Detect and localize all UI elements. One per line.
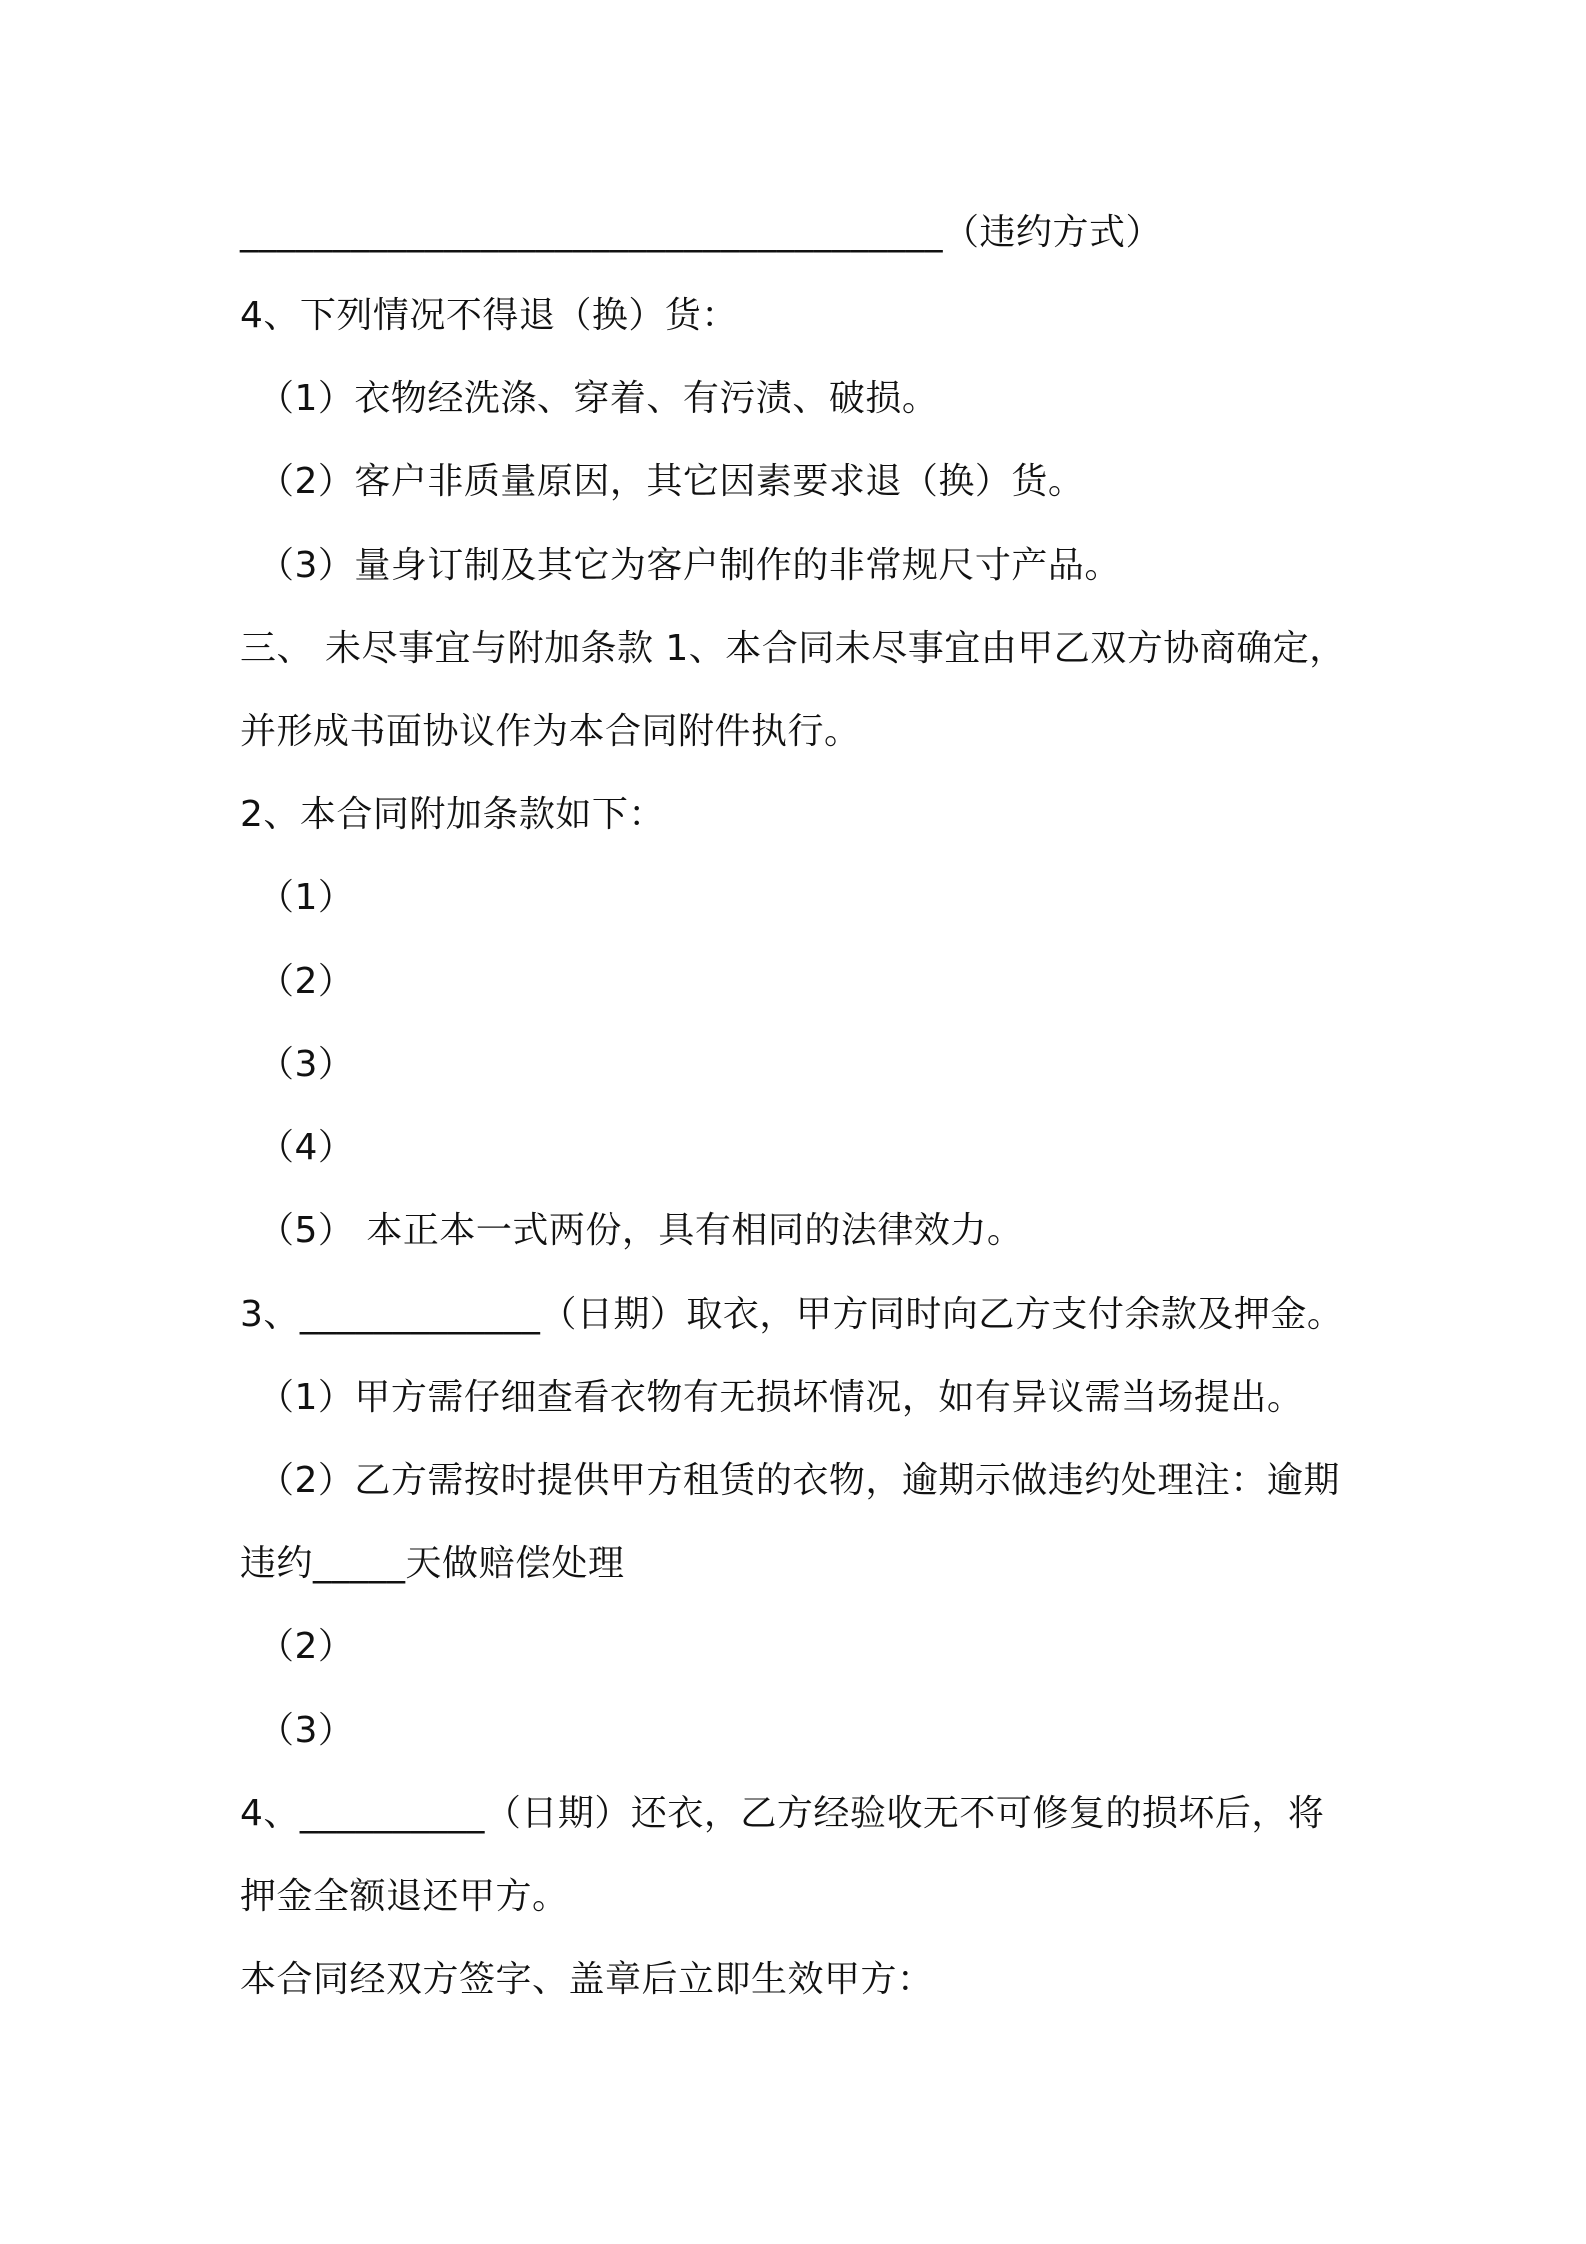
additional-terms-heading: 2、本合同附加条款如下：: [240, 794, 665, 835]
section-3-continuation: 并形成书面协议作为本合同附件执行。: [240, 711, 861, 752]
clause-4-item-3: （3）量身订制及其它为客户制作的非常规尺寸产品。: [258, 545, 1121, 586]
breach-method-line: ______________________________________（违约方式）: [240, 212, 1163, 253]
clause-4-item-1: （1）衣物经洗涤、穿着、有污渍、破损。: [258, 378, 939, 419]
pickup-item-2: （2）乙方需按时提供甲方租赁的衣物，逾期示做违约处理注：逾期: [258, 1460, 1340, 1501]
pickup-clause: 3、_____________（日期）取衣，甲方同时向乙方支付余款及押金。: [240, 1294, 1344, 1335]
return-clause: 4、__________（日期）还衣，乙方经验收无不可修复的损坏后，将: [240, 1793, 1325, 1834]
additional-term-3: （3）: [258, 1044, 355, 1085]
clause-4-heading: 4、下列情况不得退（换）货：: [240, 295, 738, 336]
additional-term-2: （2）: [258, 961, 355, 1002]
pickup-item-2-continuation: 违约_____天做赔偿处理: [240, 1543, 625, 1584]
additional-term-4: （4）: [258, 1127, 355, 1168]
pickup-item-1: （1）甲方需仔细查看衣物有无损坏情况，如有异议需当场提出。: [258, 1377, 1304, 1418]
return-clause-continuation: 押金全额退还甲方。: [240, 1876, 569, 1917]
additional-term-5: （5） 本正本一式两份，具有相同的法律效力。: [258, 1210, 1024, 1251]
pickup-item-3: （3）: [258, 1710, 355, 1751]
pickup-item-2b: （2）: [258, 1626, 355, 1667]
effective-clause: 本合同经双方签字、盖章后立即生效甲方：: [240, 1959, 934, 2000]
clause-4-item-2: （2）客户非质量原因，其它因素要求退（换）货。: [258, 461, 1085, 502]
additional-term-1: （1）: [258, 877, 355, 918]
section-3-heading: 三、 未尽事宜与附加条款 1、本合同未尽事宜由甲乙双方协商确定，: [240, 628, 1346, 669]
